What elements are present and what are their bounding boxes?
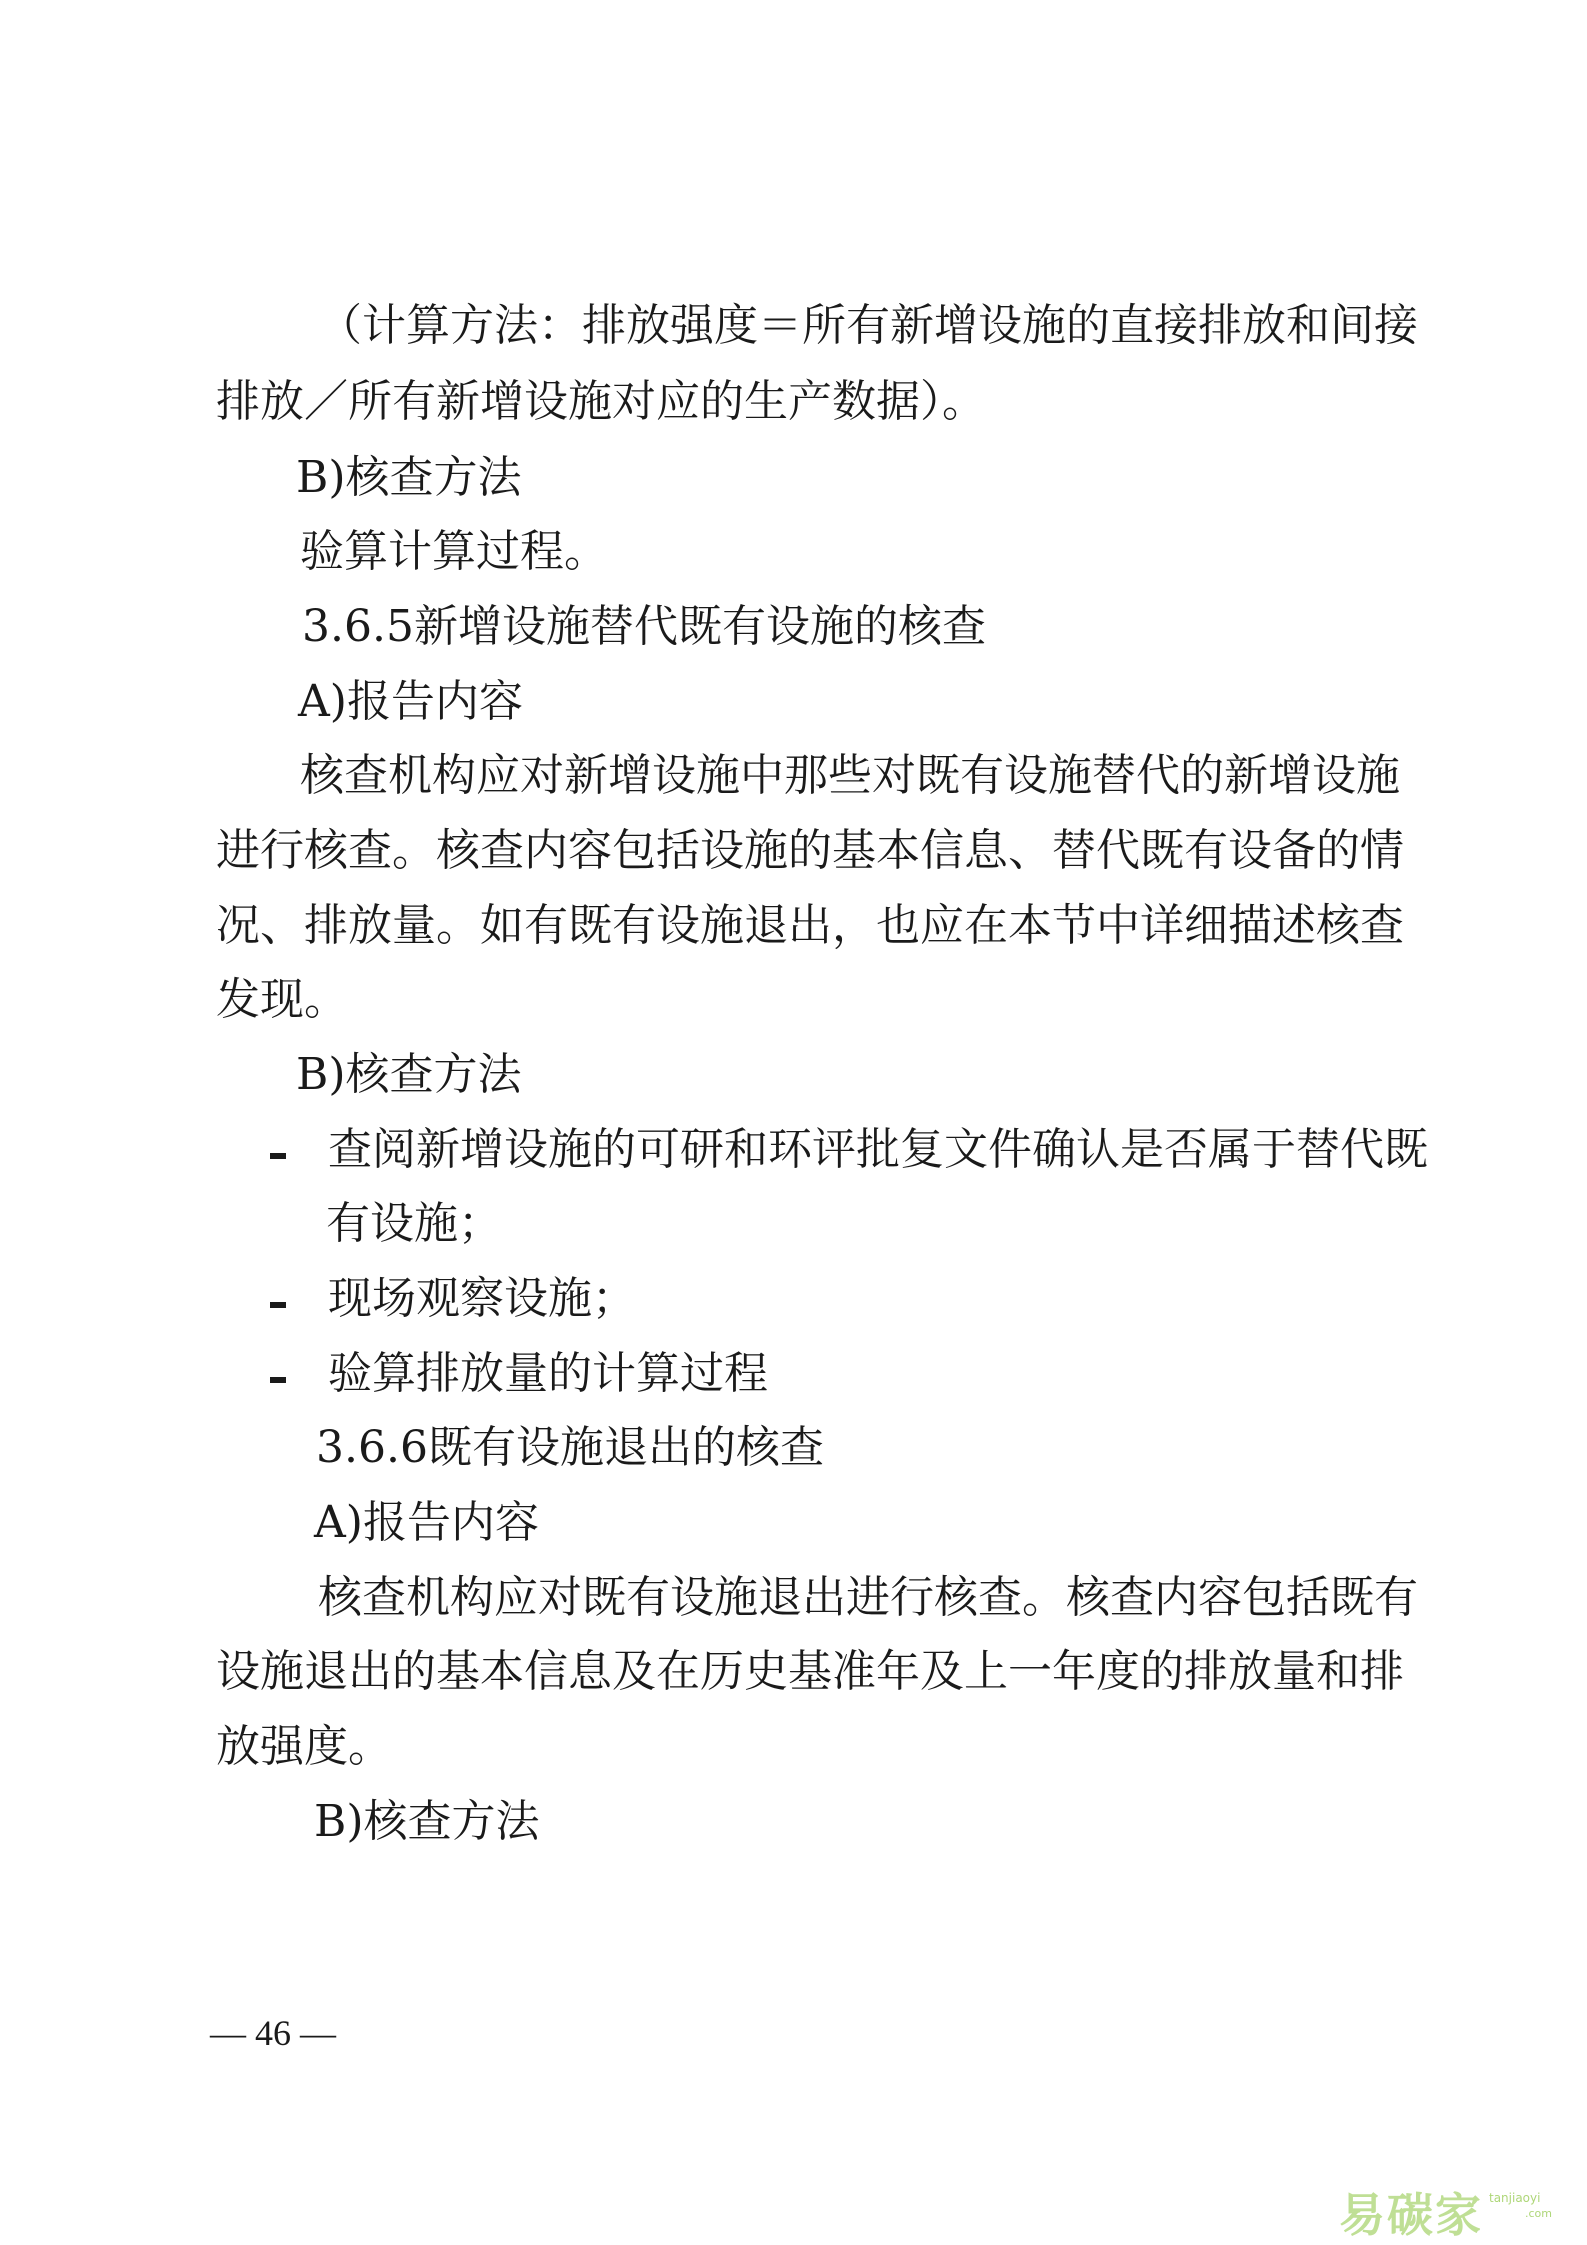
subheading-check-method: B)核查方法 [296,452,522,503]
bullet-item-line: 现场观察设施； [328,1273,636,1324]
subheading-report-content: A)报告内容 [298,676,523,727]
paragraph-line: 进行核查。核查内容包括设施的基本信息、替代既有设备的情 [216,825,1404,876]
bullet-dash-icon [270,1377,286,1383]
paragraph-line: （计算方法：排放强度＝所有新增设施的直接排放和间接 [318,300,1418,351]
page-number: — 46 — [210,2013,336,2053]
section-heading-3-6-5: 3.6.5新增设施替代既有设施的核查 [302,601,986,652]
paragraph-line: 核查机构应对既有设施退出进行核查。核查内容包括既有 [318,1572,1418,1623]
paragraph-line: 发现。 [216,974,348,1025]
paragraph-line: 设施退出的基本信息及在历史基准年及上一年度的排放量和排 [216,1646,1404,1697]
paragraph-line: 验算计算过程。 [300,526,608,577]
paragraph-line: 况、排放量。如有既有设施退出，也应在本节中详细描述核查 [216,900,1404,951]
bullet-dash-icon [270,1302,286,1308]
bullet-item-line: 查阅新增设施的可研和环评批复文件确认是否属于替代既 [328,1124,1428,1175]
watermark-name: 易碳家 [1339,2188,1483,2242]
paragraph-line: 排放／所有新增设施对应的生产数据）。 [216,376,986,427]
paragraph-line: 核查机构应对新增设施中那些对既有设施替代的新增设施 [300,750,1400,801]
bullet-item-line: 验算排放量的计算过程 [328,1348,768,1399]
bullet-dash-icon [270,1153,286,1159]
bullet-item-line: 有设施； [326,1198,502,1249]
subheading-report-content: A)报告内容 [314,1497,539,1548]
paragraph-line: 放强度。 [216,1721,392,1772]
watermark-domain: tanjiaoyi [1489,2191,1541,2205]
section-heading-3-6-6: 3.6.6既有设施退出的核查 [316,1422,824,1473]
subheading-check-method: B)核查方法 [314,1796,540,1847]
watermark-logo [1339,2177,1569,2242]
subheading-check-method: B)核查方法 [296,1049,522,1100]
watermark-suffix: .com [1525,2207,1552,2220]
